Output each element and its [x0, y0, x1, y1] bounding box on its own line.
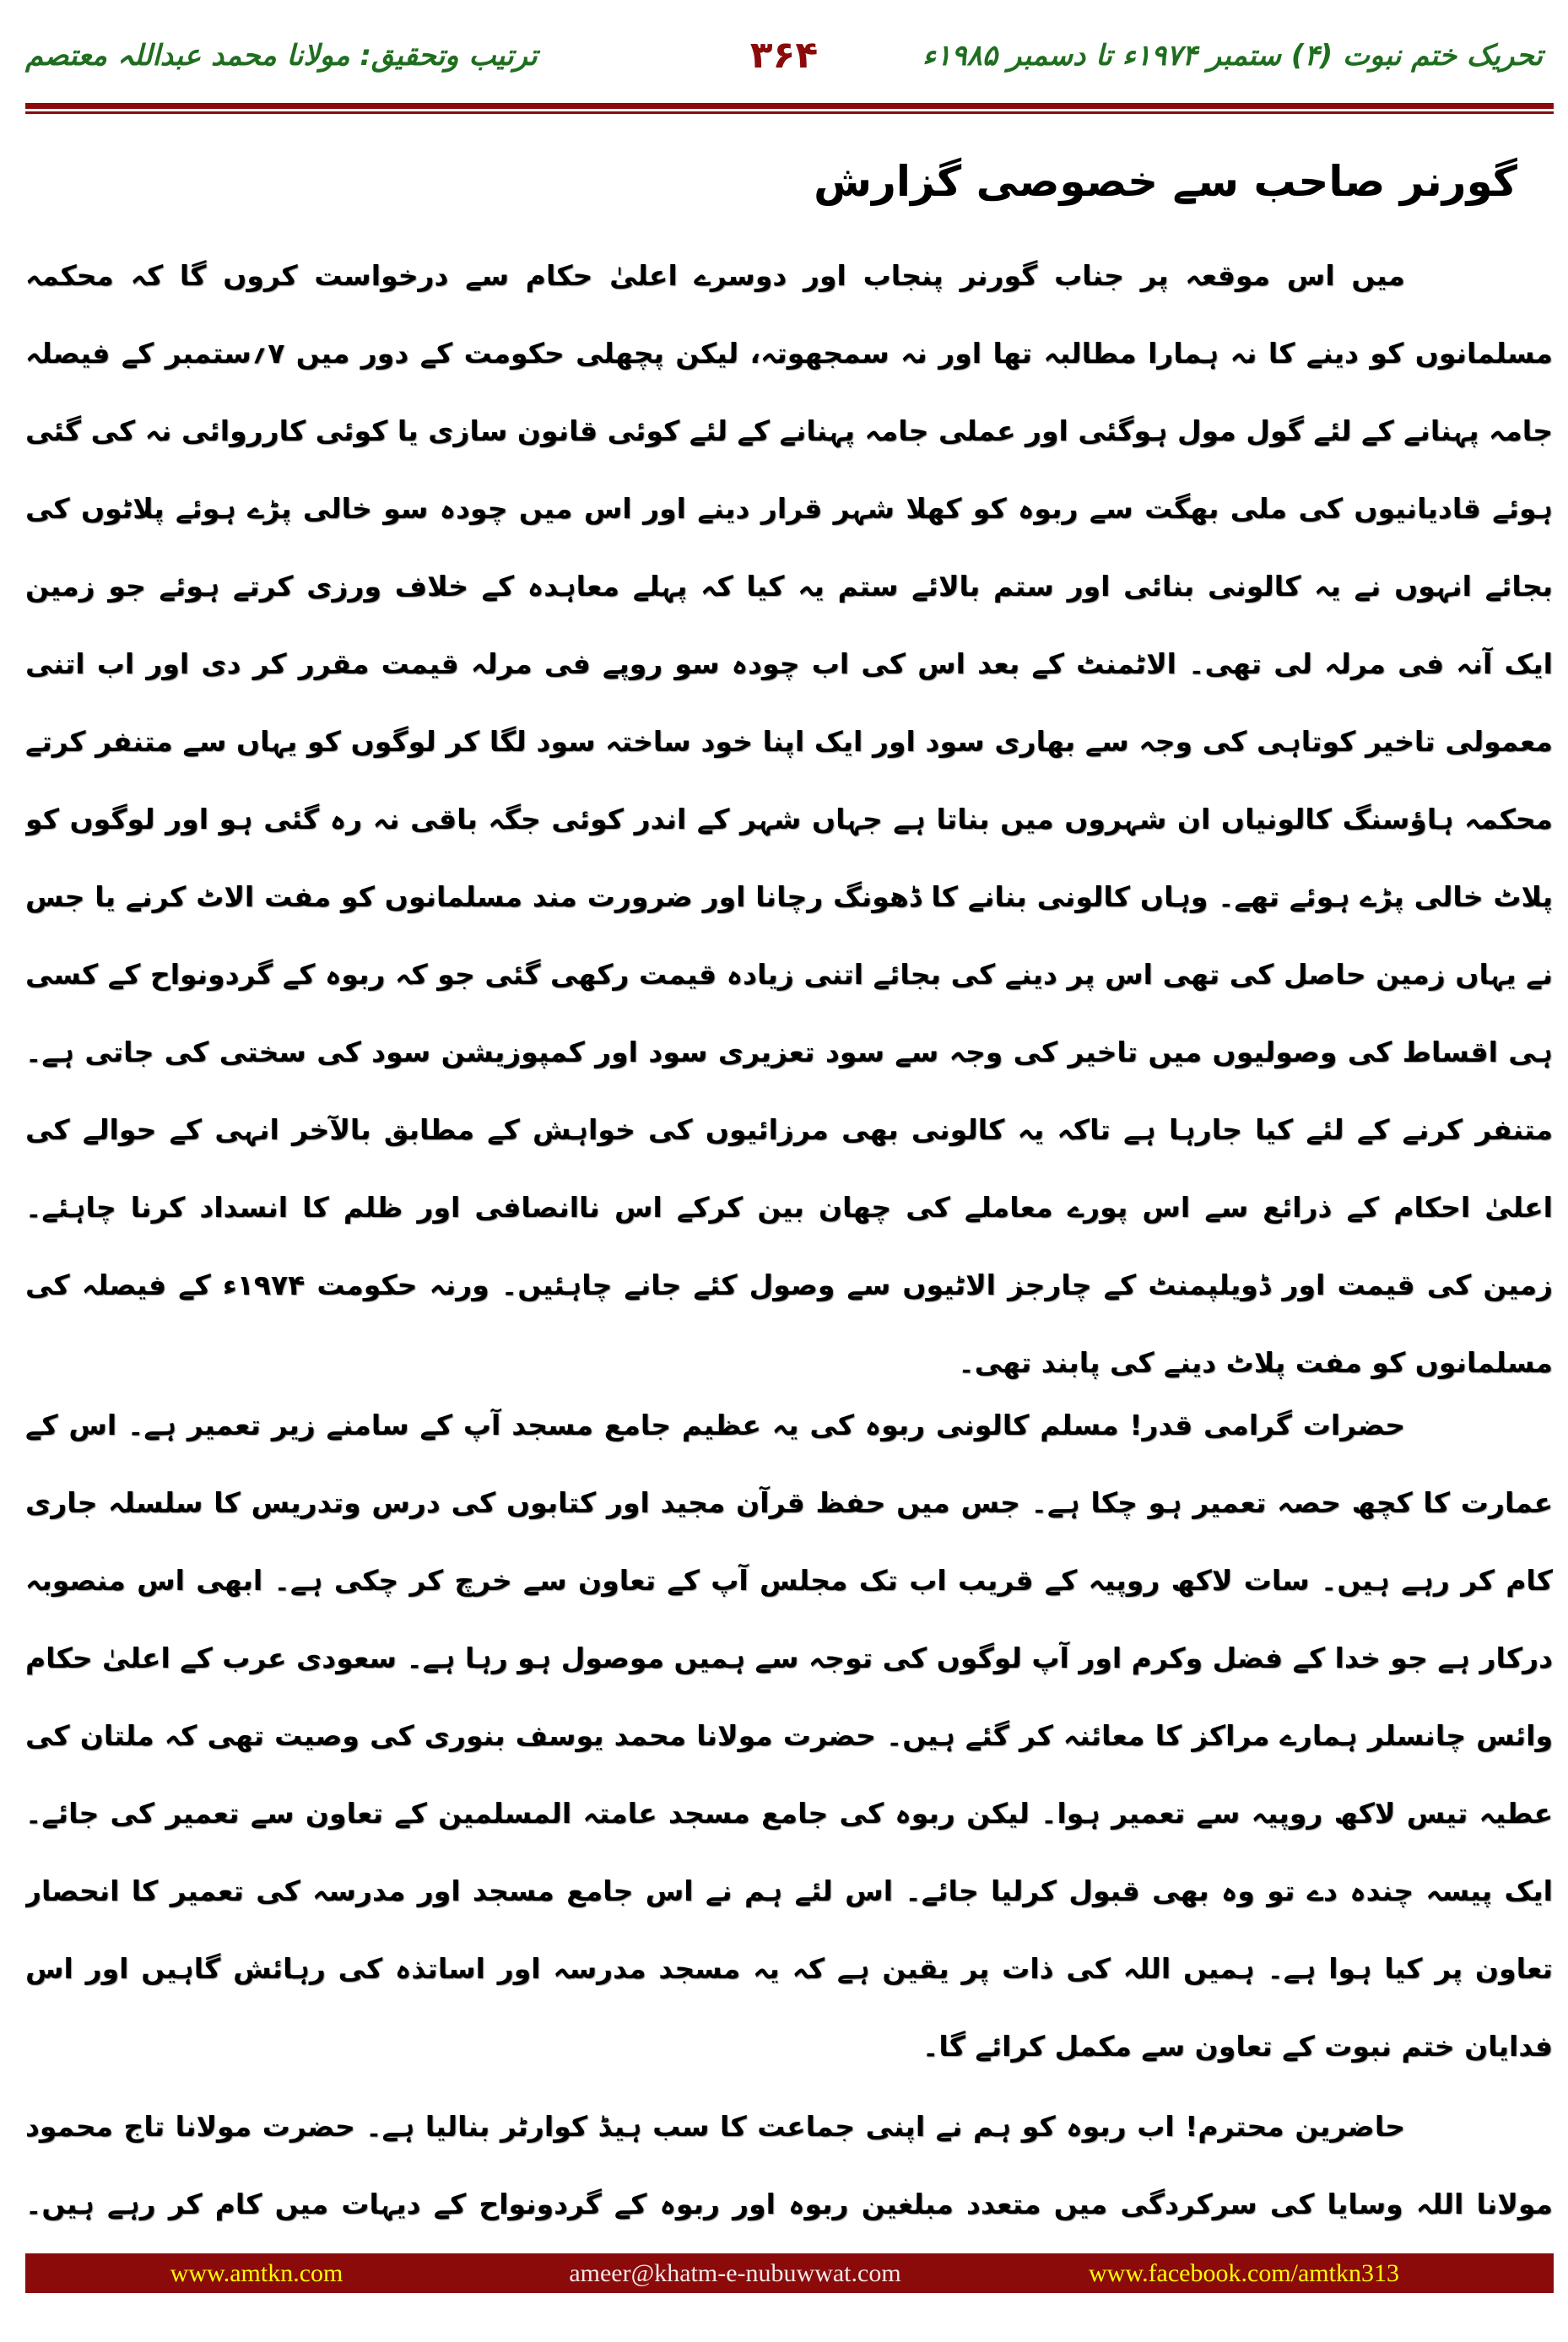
text-line: درکار ہے جو خدا کے فضل وکرم اور آپ لوگوں کی توجہ سے ہمیں موصول ہو رہا ہے۔ سعودی عرب کے اعلیٰ حکام	[25, 1642, 1553, 1674]
article-body	[25, 237, 1553, 2243]
text-line: نے یہاں زمین حاصل کی تھی اس پر دینے کی بجائے اتنی زیادہ قیمت رکھی گئی جو کہ ربوہ کے گردونواح کے کسی	[25, 958, 1553, 991]
text-line: ایک پیسہ چندہ دے تو وہ بھی قبول کرلیا جائے۔ اس لئے ہم نے اس جامع مسجد اور مدرسہ کی تعمیر کا انحصار	[25, 1874, 1553, 1907]
compiler-credit: ترتیب وتحقیق: مولانا محمد عبداللہ معتصم	[25, 39, 538, 73]
footer-bar	[25, 2253, 1554, 2293]
text-line: پلاٹ خالی پڑے ہوئے تھے۔ وہاں کالونی بنانے کا ڈھونگ رچانا اور ضرورت مند مسلمانوں کو مفت الاٹ کرنے یا جس	[25, 880, 1553, 913]
text-line: عطیہ تیس لاکھ روپیہ سے تعمیر ہوا۔ لیکن ربوہ کی جامع مسجد عامتہ المسلمین کے تعاون سے تعمیر کی جائے۔	[25, 1797, 1553, 1830]
text-line: مولانا اللہ وسایا کی سرکردگی میں متعدد مبلغین ربوہ اور ربوہ کے گردونواح کے دیہات میں کام کر رہے ہیں۔	[25, 2188, 1553, 2220]
text-line: فدایان ختم نبوت کے تعاون سے مکمل کرائے گا۔	[922, 2030, 1553, 2063]
text-line: معمولی تاخیر کوتاہی کی وجہ سے بھاری سود اور ایک اپنا خود ساختہ سود لگا کر لوگوں کو یہاں سے متنفر کرتے	[25, 725, 1553, 758]
text-line: عمارت کا کچھ حصہ تعمیر ہو چکا ہے۔ جس میں حفظ قرآن مجید اور کتابوں کی درس وتدریس کا سلسلہ جاری	[25, 1486, 1553, 1519]
website-link[interactable]: www.amtkn.com	[170, 2259, 343, 2287]
text-line: محکمہ ہاؤسنگ کالونیاں ان شہروں میں بناتا ہے جہاں شہر کے اندر کوئی جگہ باقی نہ رہ گئی ہو اور لوگوں کو	[25, 803, 1553, 836]
text-line: تعاون پر کیا ہوا ہے۔ ہمیں اللہ کی ذات پر یقین ہے کہ یہ مسجد مدرسہ اور اساتذہ کی رہائش گاہیں اور اس	[25, 1952, 1553, 1985]
header-divider-thick	[25, 103, 1554, 109]
text-line: وائس چانسلر ہمارے مراکز کا معائنہ کر گئے ہیں۔ حضرت مولانا محمد یوسف بنوری کی وصیت تھی کہ ملتان کی	[25, 1719, 1553, 1752]
text-line: حضرات گرامی قدر! مسلم کالونی ربوہ کی یہ عظیم جامع مسجد آپ کے سامنے زیر تعمیر ہے۔ اس کے	[25, 1409, 1405, 1441]
text-line: زمین کی قیمت اور ڈویلپمنٹ کے چارجز الاٹیوں سے وصول کئے جانے چاہئیں۔ ورنہ حکومت ۱۹۷۴ء کے فیصلہ کی	[25, 1268, 1553, 1301]
email-link[interactable]: ameer@khatm-e-nubuwwat.com	[569, 2259, 901, 2287]
section-title: گورنر صاحب سے خصوصی گزارش	[814, 157, 1517, 206]
page-number: ۳۶۴	[749, 34, 819, 77]
text-line: اعلیٰ احکام کے ذرائع سے اس پورے معاملے کی چھان بین کرکے اس ناانصافی اور ظلم کا انسداد کرنا چاہئے۔	[25, 1191, 1553, 1224]
text-line: بجائے انہوں نے یہ کالونی بنائی اور ستم بالائے ستم یہ کیا کہ پہلے معاہدہ کے خلاف ورزی کرتے ہوئے جو زمین	[25, 570, 1553, 603]
text-line: جامہ پہنانے کے لئے گول مول ہوگئی اور عملی جامہ پہنانے کے لئے کوئی قانون سازی یا کوئی کارروائی نہ کی گئی	[25, 414, 1553, 447]
facebook-link[interactable]: www.facebook.com/amtkn313	[1089, 2259, 1399, 2287]
text-line: ایک آنہ فی مرلہ لی تھی۔ الاٹمنٹ کے بعد اس کی اب چودہ سو روپے فی مرلہ قیمت مقرر کر دی اور اب اتنی	[25, 647, 1553, 680]
text-line: مسلمانوں کو دینے کا نہ ہمارا مطالبہ تھا اور نہ سمجھوتہ، لیکن پچھلی حکومت کے دور میں ۷؍ستمبر کے فیصلہ	[25, 337, 1553, 370]
text-line: حاضرین محترم! اب ربوہ کو ہم نے اپنی جماعت کا سب ہیڈ کوارٹر بنالیا ہے۔ حضرت مولانا تاج محمود	[25, 2110, 1405, 2143]
text-line: میں اس موقعہ پر جناب گورنر پنجاب اور دوسرے اعلیٰ حکام سے درخواست کروں گا کہ محکمہ	[25, 259, 1405, 292]
book-title: تحریک ختم نبوت (۴) ستمبر ۱۹۷۴ء تا دسمبر ۱۹۸۵ء	[922, 39, 1543, 73]
text-line: متنفر کرنے کے لئے کیا جارہا ہے تاکہ یہ کالونی بھی مرزائیوں کی خواہش کے مطابق بالآخر انہی کے حوالے کی	[25, 1113, 1553, 1146]
text-line: کام کر رہے ہیں۔ سات لاکھ روپیہ کے قریب اب تک مجلس آپ کے تعاون سے خرچ کر چکی ہے۔ ابھی اس منصوبہ	[25, 1564, 1553, 1597]
text-line: ہوئے قادیانیوں کی ملی بھگت سے ربوہ کو کھلا شہر قرار دینے اور اس میں چودہ سو خالی پڑے ہوئے پلاٹوں کی	[25, 492, 1553, 525]
text-line: ہی اقساط کی وصولیوں میں تاخیر کی وجہ سے سود تعزیری سود اور کمپوزیشن سود کی سختی کی جاتی ہے۔	[25, 1036, 1553, 1068]
header-divider-thin	[25, 111, 1554, 114]
text-line: مسلمانوں کو مفت پلاٹ دینے کی پابند تھی۔	[958, 1346, 1553, 1379]
